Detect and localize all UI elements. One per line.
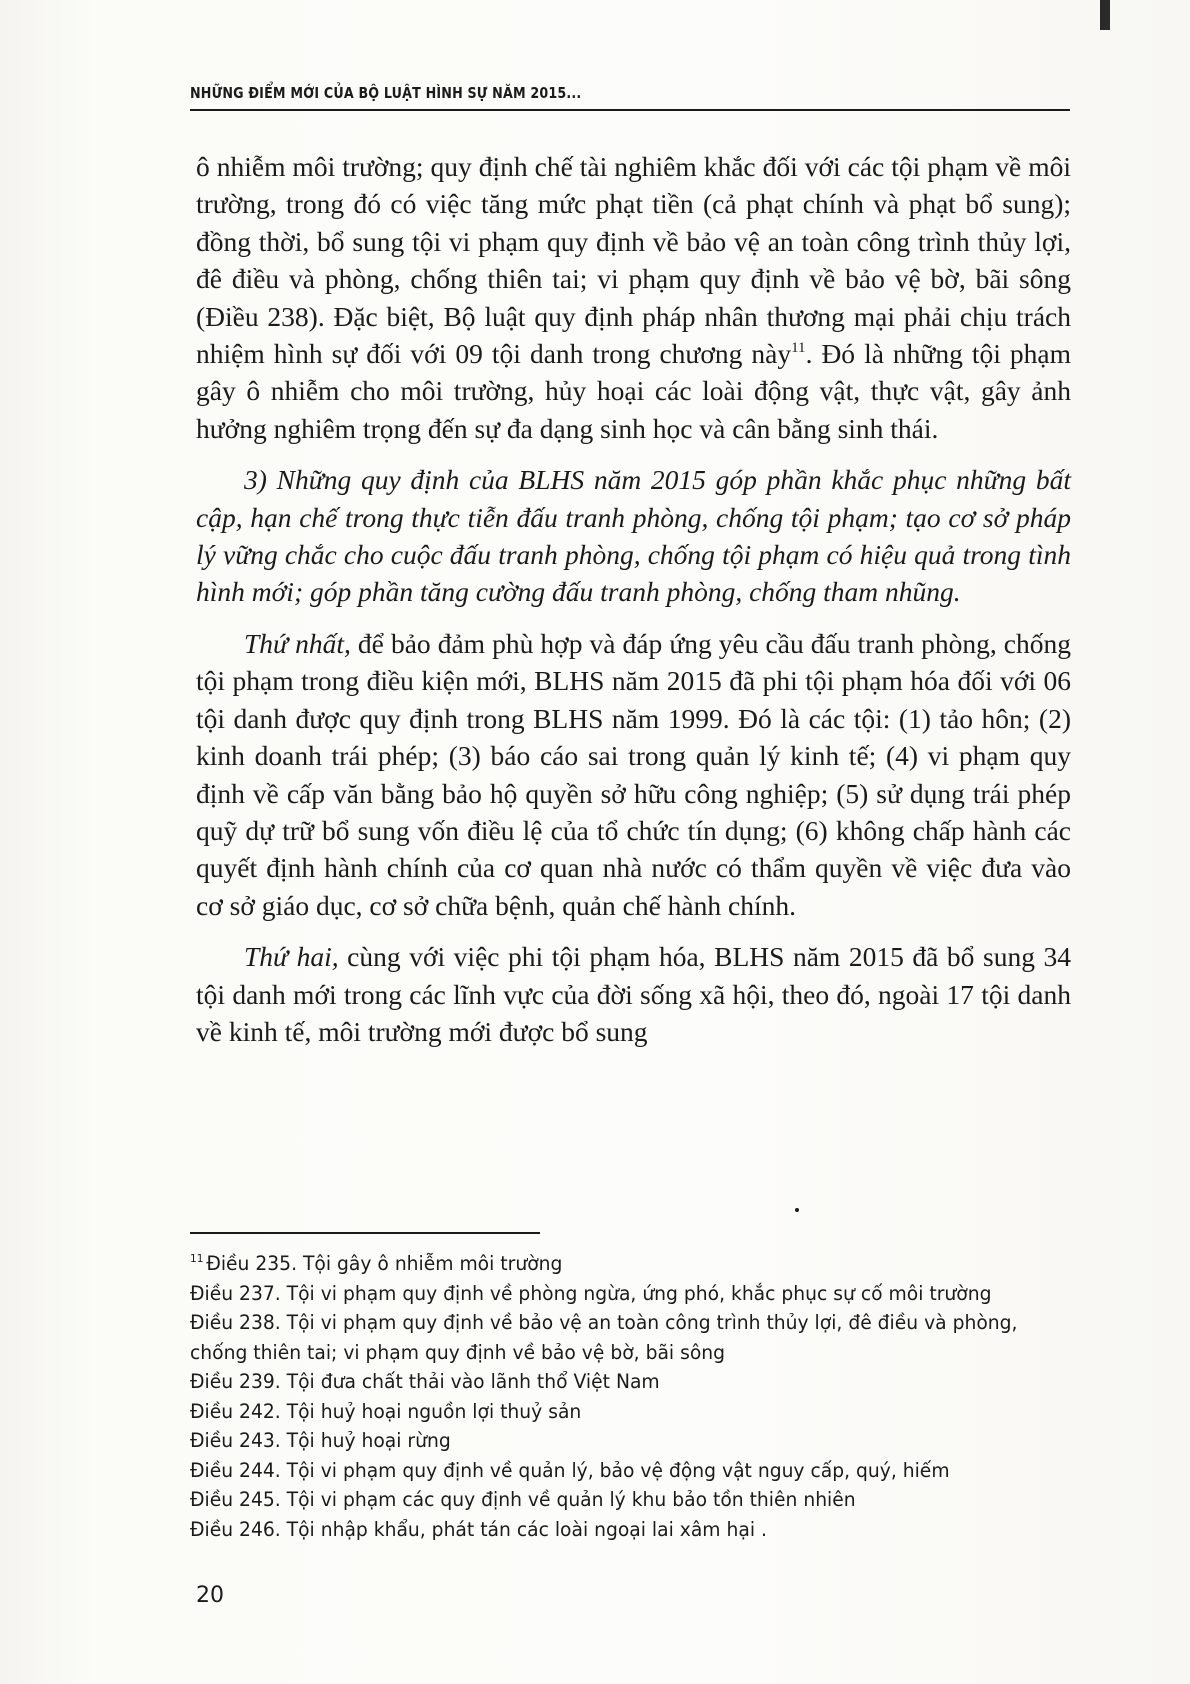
- paragraph-lead: Thứ nhất,: [244, 627, 351, 659]
- footnote-line: Điều 242. Tội huỷ hoại nguồn lợi thuỷ sản: [190, 1399, 582, 1423]
- footnote-text: Điều 235. Tội gây ô nhiễm môi trường: [206, 1252, 563, 1275]
- paragraph-thu-nhat: [196, 625, 1071, 924]
- paragraph-thu-hai: [196, 938, 1071, 1050]
- stray-dot: [795, 1208, 799, 1212]
- paragraph-gap: [196, 447, 1071, 461]
- footnote-line: chống thiên tai; vi phạm quy định về bảo vệ bờ, bãi sông: [190, 1340, 726, 1364]
- footnote-line: Điều 239. Tội đưa chất thải vào lãnh thổ Việt Nam: [190, 1370, 660, 1393]
- page-number: 20: [196, 1583, 224, 1608]
- body-text: [196, 148, 1071, 1050]
- paragraph-italic-heading: 3) Những quy định của BLHS năm 2015 góp phần khắc phục những bất cập, hạn chế trong thực tiễn đấu tranh phòng, chống tội phạm; tạo cơ sở pháp lý vững chắc cho cuộc đấu tranh phòng, chống tội phạm có hiệu quả trong tình hình mới; góp phần tăng cường đấu tranh phòng, chống tham nhũng.: [196, 464, 1071, 608]
- paragraph-1-text-end: . Đó là những tội phạm gây ô nhiễm cho môi trường, hủy hoại các loài động vật, thực vật, gây ảnh hưởng nghiêm trọng đến sự đa dạng sinh học và cân bằng sinh thái.: [196, 338, 1071, 444]
- paragraph-gap: [196, 611, 1071, 625]
- paragraph-continuation: [196, 148, 1071, 447]
- paragraph-1-text: ô nhiễm môi trường; quy định chế tài nghiêm khắc đối với các tội phạm về môi trường, trong đó có việc tăng mức phạt tiền (cả phạt chính và phạt bổ sung); đồng thời, bổ sung tội vi phạm quy định về bảo vệ an toàn công trình thủy lợi, đê điều và phòng, chống thiên tai; vi phạm quy định về bảo vệ bờ, bãi sông (Điều 238). Đặc biệt, Bộ luật quy định pháp nhân thương mại phải chịu trách nhiệm hình sự đối với 09 tội danh trong chương này: [196, 151, 1071, 370]
- footnote-line: [190, 1249, 1044, 1279]
- running-header-title: NHỮNG ĐIỂM MỚI CỦA BỘ LUẬT HÌNH SỰ NĂM 2015...: [190, 84, 582, 102]
- footnote-line: Điều 238. Tội vi phạm quy định về bảo vệ an toàn công trình thủy lợi, đê điều và phòng,: [190, 1311, 1018, 1334]
- footnotes: [190, 1249, 1080, 1544]
- footnote-line: Điều 243. Tội huỷ hoại rừng: [190, 1429, 451, 1452]
- footnote-reference: 11: [791, 340, 806, 357]
- paragraph-gap: [196, 924, 1071, 938]
- header-rule: [190, 109, 1070, 111]
- paragraph-3-text: để bảo đảm phù hợp và đáp ứng yêu cầu đấu tranh phòng, chống tội phạm trong điều kiện mới, BLHS năm 2015 đã phi tội phạm hóa đối với 06 tội danh được quy định trong BLHS năm 1999. Đó là các tội: (1) tảo hôn; (2) kinh doanh trái phép; (3) báo cáo sai trong quản lý kinh tế; (4) vi phạm quy định về cấp văn bằng bảo hộ quyền sở hữu công nghiệp; (5) sử dụng trái phép quỹ dự trữ bổ sung vốn điều lệ của tổ chức tín dụng; (6) không chấp hành các quyết định hành chính của cơ quan nhà nước có thẩm quyền về việc đưa vào cơ sở giáo dục, cơ sở chữa bệnh, quản chế hành chính.: [196, 627, 1071, 921]
- footnote-line: Điều 246. Tội nhập khẩu, phát tán các loài ngoại lai xâm hại .: [190, 1517, 767, 1541]
- footnote-rule: [190, 1232, 540, 1234]
- paragraph-4-text: cùng với việc phi tội phạm hóa, BLHS năm 2015 đã bổ sung 34 tội danh mới trong các lĩnh vực của đời sống xã hội, theo đó, ngoài 17 tội danh về kinh tế, môi trường mới được bổ sung: [196, 941, 1071, 1047]
- footnote-mark: 11: [190, 1252, 204, 1265]
- paragraph-lead: Thứ hai,: [244, 941, 339, 973]
- scan-edge-mark: [1100, 0, 1110, 30]
- footnote-line: Điều 237. Tội vi phạm quy định về phòng ngừa, ứng phó, khắc phục sự cố môi trường: [190, 1281, 992, 1305]
- footnote-line: Điều 244. Tội vi phạm quy định về quản lý, bảo vệ động vật nguy cấp, quý, hiếm: [190, 1458, 950, 1482]
- footnote-line: Điều 245. Tội vi phạm các quy định về quản lý khu bảo tồn thiên nhiên: [190, 1488, 856, 1511]
- running-header: [190, 84, 1070, 114]
